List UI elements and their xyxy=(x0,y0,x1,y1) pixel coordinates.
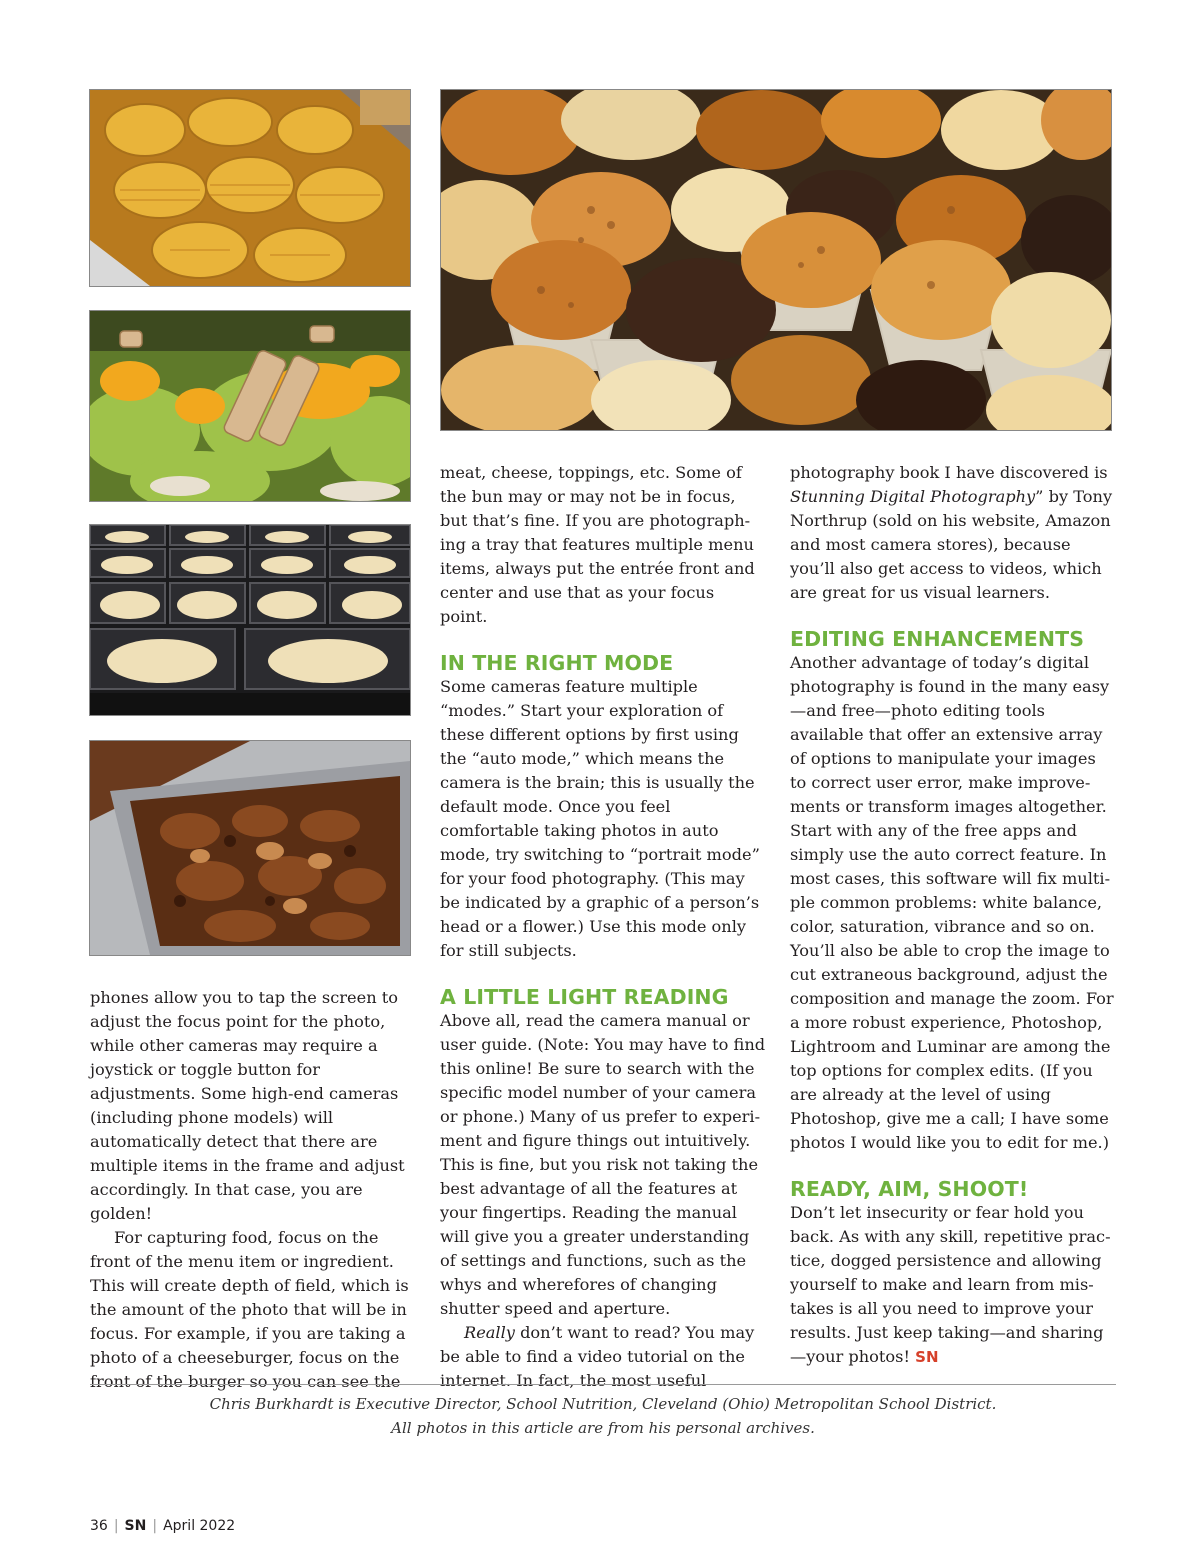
chicken-image xyxy=(90,741,410,955)
photo-pastries xyxy=(89,89,411,287)
really-rest: don’t want to read? You may be able to find a video tutorial on the internet. In fact, the most useful xyxy=(440,1323,755,1390)
book-title: Stunning Digital Photography xyxy=(790,487,1036,506)
photo-mashed-potatoes xyxy=(89,524,411,716)
col2-paragraph-1: meat, cheese, toppings, etc. Some of the bun may or may not be in focus, but that’s fine. If you are photographing a tray that features multiple menu items, always put the entrée front and center and use that as your focus point. xyxy=(440,463,755,626)
paragraph-really xyxy=(440,1321,766,1393)
pastries-image xyxy=(90,90,410,286)
credit-divider xyxy=(90,1384,1116,1385)
column-3 xyxy=(790,461,1116,1369)
footer-separator: | xyxy=(152,1518,158,1534)
ready-text: Don’t let insecurity or fear hold you back. As with any skill, repetitive practice, dogged persistence and allowing yourself to make and learn from mistakes is all you need to improve your results. Just keep taking—and sharing—your photos! xyxy=(790,1203,1111,1366)
mashed-potatoes-image xyxy=(90,525,410,715)
photo-muffins xyxy=(440,89,1112,431)
col3-paragraph-1 xyxy=(790,461,1116,605)
footer-brand: SN xyxy=(124,1518,147,1534)
column-2 xyxy=(440,461,766,1393)
photo-chicken xyxy=(89,740,411,956)
paragraph-ready xyxy=(790,1201,1116,1369)
muffins-image xyxy=(441,90,1111,430)
col1-paragraph-2: For capturing food, focus on the front of the menu item or ingredient. This will create depth of field, which is the amount of the photo that will be in focus. For example, if you are taking a photo of a cheeseburger, focus on the front of the burger so you can see the xyxy=(90,1228,409,1391)
photo-salads xyxy=(89,310,411,502)
footer-separator: | xyxy=(113,1518,119,1534)
book-intro: photography book I have discovered is xyxy=(790,463,1108,482)
author-credit xyxy=(90,1392,1116,1440)
salads-image xyxy=(90,311,410,501)
paragraph-light-reading: Above all, read the camera manual or user guide. (Note: You may have to find this online! Be sure to search with the specific model number of your camera or phone.) Many of us prefer to experiment and figure things out intuitively. This is fine, but you risk not taking the best advantage of all the features at your fingertips. Reading the manual will give you a greater understanding of settings and functions, such as the whys and wherefores of changing shutter speed and aperture. xyxy=(440,1011,766,1318)
paragraph-right-mode: Some cameras feature multiple “modes.” Start your exploration of these different options by first using the “auto mode,” which means the camera is the brain; this is usually the default mode. Once you feel comfortable taking photos in auto mode, try switching to “portrait mode” for your food photography. (This may be indicated by a graphic of a person’s head or a flower.) Use this mode only for still subjects. xyxy=(440,677,760,960)
heading-ready: READY, AIM, SHOOT! xyxy=(790,1177,1029,1201)
page-footer xyxy=(90,1518,235,1534)
credit-line-1: Chris Burkhardt is Executive Director, School Nutrition, Cleveland (Ohio) Metropolitan School District. xyxy=(209,1395,997,1413)
end-mark: SN xyxy=(915,1348,939,1366)
heading-light-reading: A LITTLE LIGHT READING xyxy=(440,985,729,1009)
col1-paragraph-1: phones allow you to tap the screen to adjust the focus point for the photo, while other cameras may require a joystick or toggle button for adjustments. Some high-end cameras (including phone models) will automatically detect that there are multiple items in the frame and adjust accordingly. In that case, you are golden! xyxy=(90,988,405,1223)
credit-line-2: All photos in this article are from his personal archives. xyxy=(391,1419,815,1437)
heading-editing: EDITING ENHANCEMENTS xyxy=(790,627,1085,651)
paragraph-editing: Another advantage of today’s digital photography is found in the many easy—and free—photo editing tools available that offer an extensive array of options to manipulate your images to correct user error, make improvements or transform images altogether. Start with any of the free apps and simply use the auto correct feature. In most cases, this software will fix multiple common problems: white balance, color, saturation, vibrance and so on. You’ll also be able to crop the image to cut extraneous background, adjust the composition and manage the zoom. For a more robust experience, Photoshop, Lightroom and Luminar are among the top options for complex edits. (If you are already at the level of using Photoshop, give me a call; I have some photos I would like you to edit for me.) xyxy=(790,653,1114,1152)
footer-date: April 2022 xyxy=(163,1518,236,1534)
heading-right-mode: IN THE RIGHT MODE xyxy=(440,651,674,675)
really-emphasis: Really xyxy=(464,1323,515,1342)
page-number: 36 xyxy=(90,1518,108,1534)
column-1 xyxy=(90,986,412,1394)
book-rest: ” by Tony Northrup (sold on his website, Amazon and most camera stores), because you’ll also get access to videos, which are great for us visual learners. xyxy=(790,487,1113,602)
